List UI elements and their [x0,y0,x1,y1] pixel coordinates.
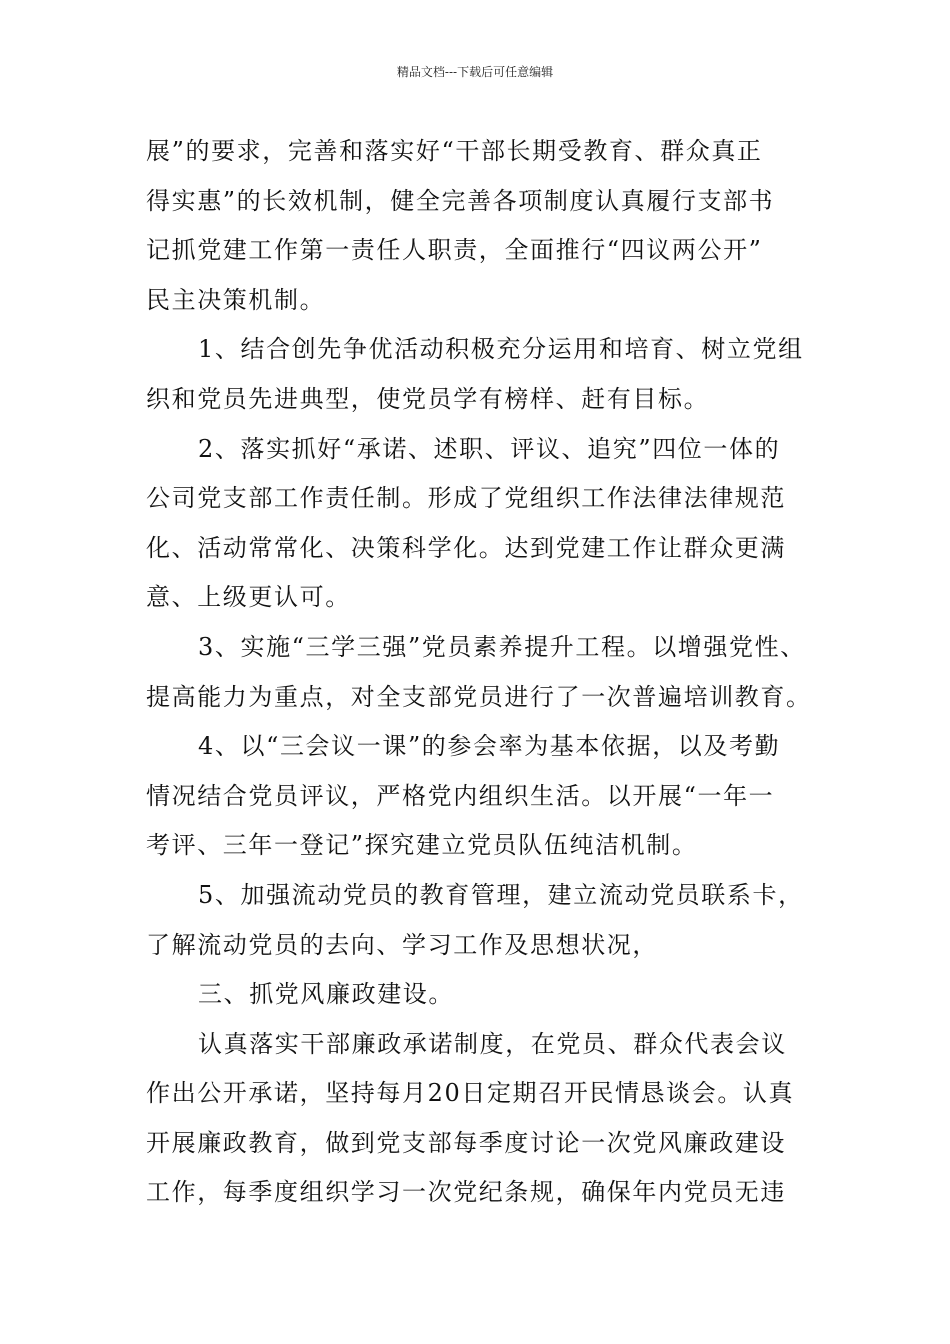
text-line: 1、结合创先争优活动积极充分运用和培育、树立党组 [198,335,804,364]
text-line: 民主决策机制。 [146,285,326,314]
text-line: 了解流动党员的去向、学习工作及思想状况， [146,930,658,959]
text-line: 展”的要求，完善和落实好“干部长期受教育、群众真正 [146,137,763,165]
text-line: 作出公开承诺，坚持每月20日定期召开民情恳谈会。认真 [146,1079,795,1108]
text-line: 4、以“三会议一课”的参会率为基本依据，以及考勤 [198,732,781,761]
text-line: 认真落实干部廉政承诺制度，在党员、群众代表会议 [198,1029,787,1058]
text-line: 公司党支部工作责任制。形成了党组织工作法律法律规范 [146,484,786,513]
text-line: 织和党员先进典型，使党员学有榜样、赶有目标。 [146,384,710,413]
text-line: 2、落实抓好“承诺、述职、评议、追究”四位一体的 [198,434,781,463]
text-line: 记抓党建工作第一责任人职责，全面推行“四议两公开” [146,236,763,265]
text-line: 情况结合党员评议，严格党内组织生活。以开展“一年一 [146,781,775,810]
text-line: 化、活动常常化、决策科学化。达到党建工作让群众更满 [146,533,786,562]
text-line: 开展廉政教育，做到党支部每季度讨论一次党风廉政建设 [146,1128,786,1157]
text-line: 3、实施“三学三强”党员素养提升工程。以增强党性、 [198,632,806,661]
text-line: 工作，每季度组织学习一次党纪条规，确保年内党员无违 [146,1178,786,1207]
text-line: 提高能力为重点，对全支部党员进行了一次普遍培训教育。 [146,682,812,711]
document-body [146,127,816,1218]
section-heading: 三、抓党风廉政建设。 [198,980,454,1009]
text-line: 得实惠”的长效机制，健全完善各项制度认真履行支部书 [146,186,775,215]
text-line: 意、上级更认可。 [146,583,351,612]
text-line: 考评、三年一登记”探究建立党员队伍纯洁机制。 [146,831,698,860]
page-header: 精品文档---下载后可任意编辑 [396,65,554,79]
text-line: 5、加强流动党员的教育管理，建立流动党员联系卡， [198,880,804,909]
